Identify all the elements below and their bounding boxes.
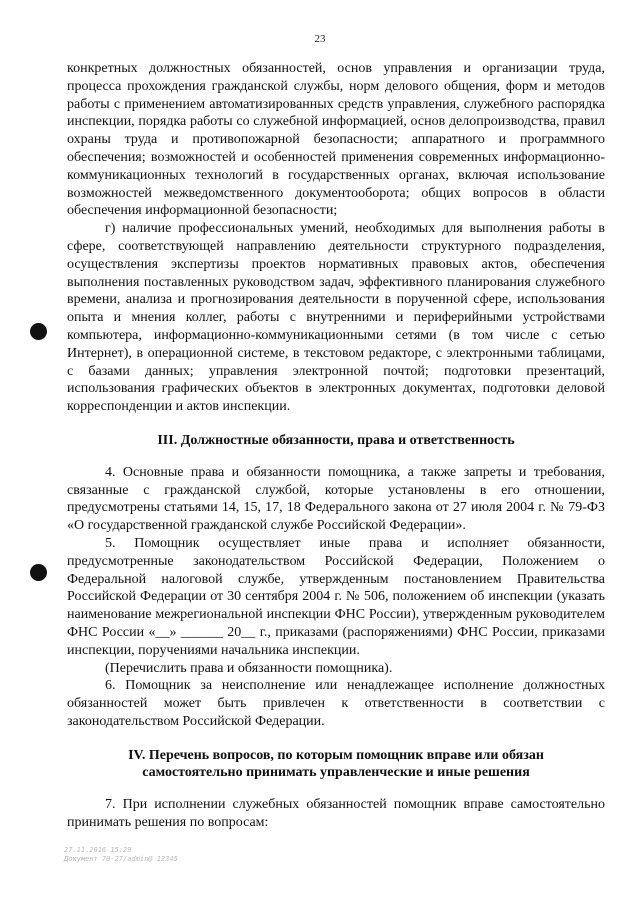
punch-hole-icon [30,564,47,581]
punch-hole-icon [30,323,47,340]
document-body [67,60,605,832]
paragraph-skills: г) наличие профессиональных умений, необходимых для выполнения работы в сфере, соответствующей направлению деятельности структурного подразделения, осуществления экспертизы проектов нормативных правовых актов, обеспечения выполнения поставленных руководством задач, эффективного планирования служебного времени, анализа и прогнозирования деятельности в порученной сфере, использования опыта и мнения коллег, работы с внутренними и периферийными устройствами компьютера, информационно-коммуникационными сетями (в том числе с сетью Интернет), в операционной системе, в текстовом редакторе, с электронными таблицами, с базами данных; управления электронной почтой; подготовки презентаций, использования графических объектов в электронных документах, подготовки деловой корреспонденции и актов инспекции. [67,221,605,415]
paragraph-7: 7. При исполнении служебных обязанностей помощник вправе самостоятельно принимать решения по вопросам: [67,797,605,831]
section-heading-4-line2: самостоятельно принимать управленческие и иные решения [142,765,530,781]
paragraph-5-note: (Перечислить права и обязанности помощника). [105,660,393,676]
page-number: 23 [314,33,326,45]
paragraph-5: 5. Помощник осуществляет иные права и исполняет обязанности, предусмотренные законодательством Российской Федерации, Положением о Федеральной налоговой службе, утвержденным постановлением Правительства Российской Федерации от 30 сентября 2004 г. № 506, положением об инспекции (указать наименование межрегиональной инспекции ФНС России), утвержденным руководителем ФНС России «__» ______ 20__ г., приказами (распоряжениями) ФНС России, приказами инспекции, поручениями начальника инспекции. [67,535,605,658]
stamp-line-1: 27.11.2016 15:29 [64,846,132,854]
document-stamp [64,846,178,864]
section-heading-4-line1: IV. Перечень вопросов, по которым помощник вправе или обязан [128,747,544,763]
paragraph-4: 4. Основные права и обязанности помощника, а также запреты и требования, связанные с гражданской службой, которые установлены в его отношении, предусмотрены статьями 14, 15, 17, 18 Федерального закона от 27 июля 2004 г. № 79-ФЗ «О государственной гражданской службе Российской Федерации». [67,464,605,534]
stamp-line-2: Документ 70-27/admin@ 12345 [64,855,178,863]
section-heading-3: III. Должностные обязанности, права и ответственность [157,432,515,448]
section-heading-4 [67,747,605,783]
paragraph-6: 6. Помощник за неисполнение или ненадлежащее исполнение должностных обязанностей может быть привлечен к ответственности в соответствии с законодательством Российской Федерации. [67,678,605,729]
paragraph-knowledge: конкретных должностных обязанностей, основ управления и организации труда, процесса прохождения гражданской службы, норм делового общения, форм и методов работы с применением автоматизированных средств управления, служебного распорядка инспекции, порядка работы со служебной информацией, основ делопроизводства, правил охраны труда и противопожарной безопасности; аппаратного и программного обеспечения; возможностей и особенностей применения современных информационно-коммуникационных технологий в государственных органах, включая использование возможностей межведомственного документооборота; общих вопросов в области обеспечения информационной безопасности; [67,61,605,219]
